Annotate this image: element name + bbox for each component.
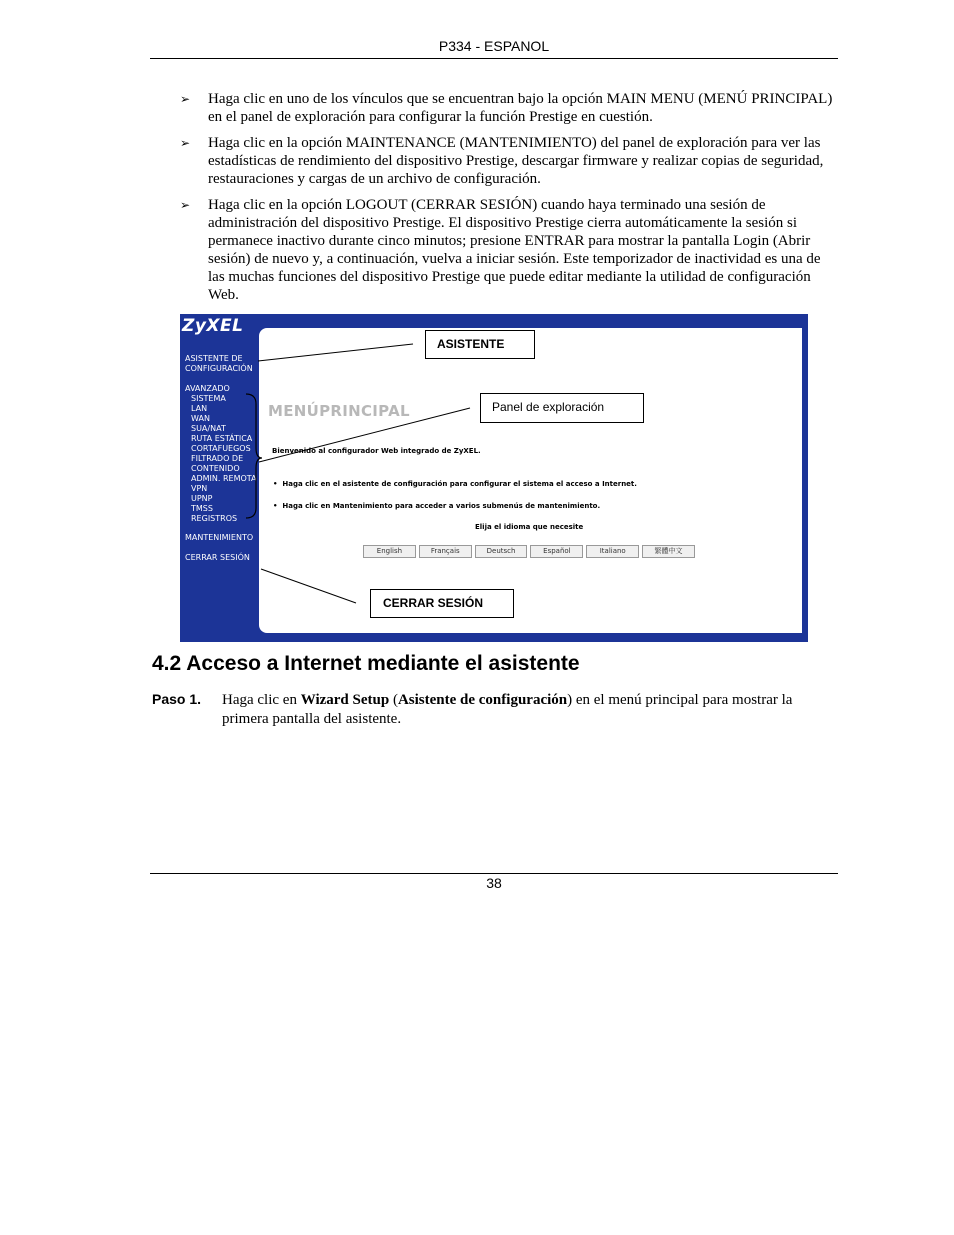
menu-item-wizard-label: Haga clic en el asistente de configuración para configurar el sistema el acceso a Internet. [282,480,637,488]
callout-panel-exploracion: Panel de exploración [480,393,644,423]
lang-button-italiano[interactable]: Italiano [586,545,639,558]
section-heading: 4.2 Acceso a Internet mediante el asistente [152,652,580,675]
menu-principal-title: MENÚPRINCIPAL [268,402,410,420]
nav-item-admin-remota[interactable]: ADMIN. REMOTA [191,474,257,483]
nav-wizard-line1: ASISTENTE DE [185,354,243,363]
nav-wizard-line2: CONFIGURACIÓN [185,364,253,373]
nav-item-sua-nat[interactable]: SUA/NAT [191,424,226,433]
nav-item-lan[interactable]: LAN [191,404,208,413]
nav-logout-link[interactable]: CERRAR SESIÓN [185,553,250,562]
step-label: Paso 1. [152,691,202,707]
step-text [222,691,834,729]
bullet-text: Haga clic en uno de los vínculos que se encuentran bajo la opción MAIN MENU (MENÚ PRINCIPAL) en el panel de exploración para configurar la función Prestige en cuestión. [208,91,833,125]
bullet-dot-icon: • [273,502,278,510]
lang-button-english[interactable]: English [363,545,416,558]
language-prompt: Elija el idioma que necesite [475,523,584,531]
bullet-text: Haga clic en la opción MAINTENANCE (MANTENIMIENTO) del panel de exploración para ver las estadísticas de rendimiento del dispositivo Prestige, descargar firmware y realizar copias de seguridad, restauraciones y cargas de un archivo de configuración. [208,135,824,187]
arrow-bullet-icon: ➢ [180,198,191,212]
page-number: 38 [486,875,502,891]
callout-line-wizard [258,344,413,361]
welcome-text: Bienvenido al configurador Web integrado de ZyXEL. [272,447,481,455]
callout-line-nav [259,408,470,462]
step-text-pre: Haga clic en [222,692,301,708]
lang-button-francais[interactable]: Français [419,545,472,558]
callout-cerrar-sesion: CERRAR SESIÓN [370,589,514,618]
page-header-title: P334 - ESPANOL [438,38,550,54]
nav-item-vpn[interactable]: VPN [191,484,208,493]
nav-bracket [246,394,262,518]
lang-button-deutsch[interactable]: Deutsch [475,545,528,558]
arrow-bullet-icon: ➢ [180,136,191,150]
bullet-dot-icon: • [273,480,278,488]
nav-item-sistema[interactable]: SISTEMA [191,394,226,403]
nav-item-filtrado-2[interactable]: CONTENIDO [191,464,240,473]
footer-rule [150,873,838,874]
step-text-post: ) en el menú principal para mostrar la primera pantalla del asistente. [222,692,793,727]
callout-asistente: ASISTENTE [425,330,535,359]
nav-item-upnp[interactable]: UPNP [191,494,213,503]
zyxel-logo: ZyXEL [182,316,244,336]
lang-button-chinese[interactable]: 繁體中文 [642,545,695,558]
step-text-wizard-setup: Wizard Setup [300,692,390,708]
nav-item-ruta-estatica[interactable]: RUTA ESTÁTICA [191,434,253,443]
nav-item-filtrado-1[interactable]: FILTRADO DE [191,454,244,463]
lang-button-espanol[interactable]: Español [530,545,583,558]
nav-item-registros[interactable]: REGISTROS [191,514,238,523]
callout-line-logout [261,569,356,603]
arrow-bullet-icon: ➢ [180,92,191,106]
nav-advanced-title: AVANZADO [185,384,230,393]
menu-item-maintenance-label: Haga clic en Mantenimiento para acceder a varios submenús de mantenimiento. [282,502,601,510]
nav-maintenance-link[interactable]: MANTENIMIENTO [185,533,254,542]
step-text-asistente: Asistente de configuración [397,692,568,708]
bullet-text: Haga clic en la opción LOGOUT (CERRAR SESIÓN) cuando haya terminado una sesión de administración del dispositivo Prestige. El dispositivo Prestige cierra automáticamente la sesión si permanece inactivo durante cinco minutos; presione ENTRAR para mostrar la pantalla Login (Abrir sesión) de nuevo y, a continuación, vuelva a iniciar sesión. Este temporizador de inactividad es una de las muchas funciones del dispositivo Prestige que puede editar mediante la utilidad de configuración Web. [208,197,821,303]
nav-item-wan[interactable]: WAN [191,414,210,423]
nav-item-cortafuegos[interactable]: CORTAFUEGOS [191,444,251,453]
nav-item-tmss[interactable]: TMSS [191,504,213,513]
step-text-mid: ( [389,692,398,708]
